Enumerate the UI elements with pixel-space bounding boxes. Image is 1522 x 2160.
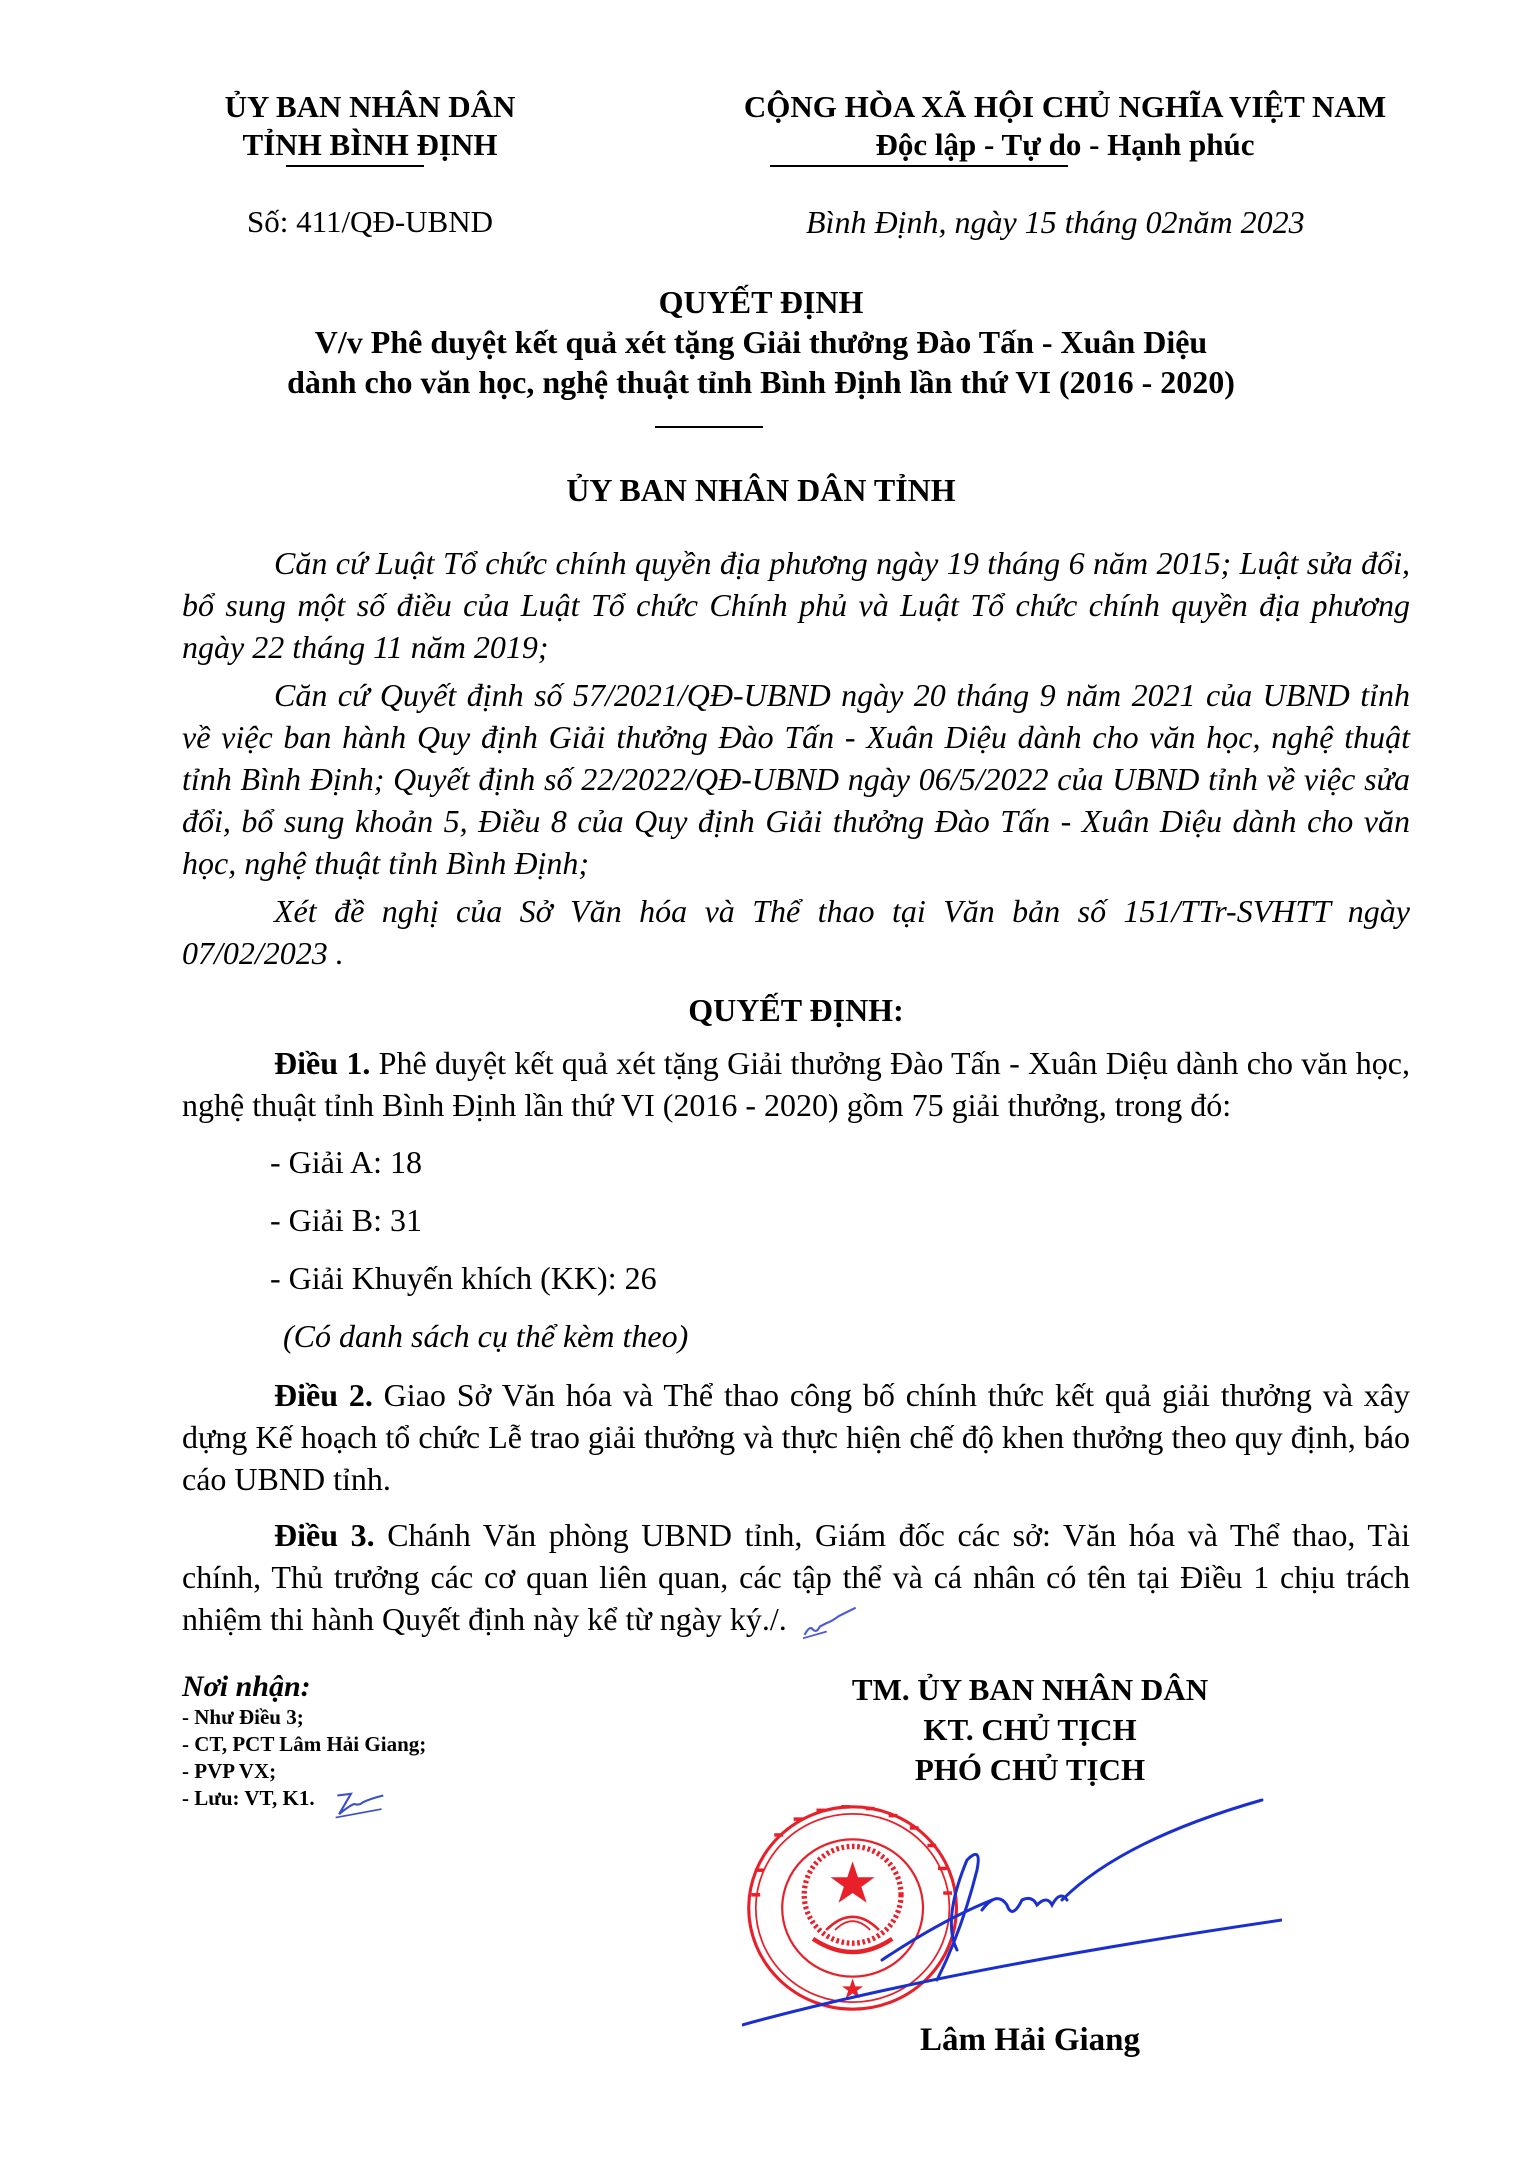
recipient-item: - PVP VX; [182, 1759, 277, 1783]
preamble-clause-2: Căn cứ Quyết định số 57/2021/QĐ-UBND ngày 20 tháng 9 năm 2021 của UBND tỉnh về việc ban hành Quy định Giải thưởng Đào Tấn - Xuân Diệu dành cho văn học, nghệ thuật tỉnh Bình Định; Quyết định số 22/2022/QĐ-UBND ngày 06/5/2022 của UBND tỉnh về việc sửa đổi, bổ sung khoản 5, Điều 8 của Quy định Giải thưởng Đào Tấn - Xuân Diệu dành cho văn học, nghệ thuật tỉnh Bình Định; [182, 677, 1410, 881]
initials-mark [801, 1606, 861, 1640]
national-motto: Độc lập - Tự do - Hạnh phúc [875, 127, 1255, 162]
award-a: - Giải A: 18 [270, 1144, 422, 1180]
signer-name: Lâm Hải Giang [919, 2022, 1141, 2058]
authority-heading: ỦY BAN NHÂN DÂN TỈNH [566, 472, 956, 508]
recipients-block [182, 1670, 426, 1812]
article-1 [182, 1042, 1410, 1126]
recipient-item: - Như Điều 3; [182, 1705, 304, 1729]
article-3 [182, 1514, 1410, 1640]
place-date: Bình Định, ngày 15 tháng 02năm 2023 [806, 204, 1305, 240]
document-number: Số: 411/QĐ-UBND [246, 204, 493, 239]
motto-underline [770, 165, 1068, 167]
title-subject-line-2: dành cho văn học, nghệ thuật tỉnh Bình Định lần thứ VI (2016 - 2020) [287, 364, 1235, 400]
signature-block [780, 1670, 1280, 1790]
signature-line-2: KT. CHỦ TỊCH [923, 1712, 1137, 1747]
recipient-item-text: - Lưu: VT, K1. [182, 1786, 315, 1810]
preamble-clause-3: Xét đề nghị của Sở Văn hóa và Thể thao tại Văn bản số 151/TTr-SVHTT ngày 07/02/2023 . [182, 893, 1410, 971]
authority-line-1: ỦY BAN NHÂN DÂN [224, 89, 516, 124]
article-1-label: Điều 1. [274, 1045, 371, 1081]
article-3-label: Điều 3. [274, 1517, 375, 1553]
document-title [150, 282, 1372, 402]
national-header [650, 88, 1480, 164]
issuing-authority [150, 88, 590, 164]
authority-line-2: TỈNH BÌNH ĐỊNH [242, 127, 498, 162]
national-title: CỘNG HÒA XÃ HỘI CHỦ NGHĨA VIỆT NAM [743, 89, 1387, 124]
article-3-text: Chánh Văn phòng UBND tỉnh, Giám đốc các sở: Văn hóa và Thể thao, Tài chính, Thủ trưởng các cơ quan liên quan, các tập thể và cá nhân có tên tại Điều 1 chịu trách nhiệm thi hành Quyết định này kể từ ngày ký./. [182, 1517, 1411, 1637]
document-footer [182, 1670, 1410, 2090]
handwritten-signature [742, 1790, 1282, 2030]
article-2 [182, 1374, 1410, 1500]
title-subject-line-1: V/v Phê duyệt kết quả xét tặng Giải thưởng Đào Tấn - Xuân Diệu [314, 324, 1208, 360]
article-2-text: Giao Sở Văn hóa và Thể thao công bố chính thức kết quả giải thưởng và xây dựng Kế hoạch tổ chức Lễ trao giải thưởng và thực hiện chế độ khen thưởng theo quy định, báo cáo UBND tỉnh. [182, 1377, 1411, 1497]
recipient-item: - CT, PCT Lâm Hải Giang; [182, 1732, 427, 1756]
decision-heading: QUYẾT ĐỊNH: [688, 992, 904, 1028]
document-body [182, 542, 1410, 2090]
award-kk: - Giải Khuyến khích (KK): 26 [270, 1260, 657, 1296]
recipient-initials [332, 1787, 392, 1821]
title-underline [655, 426, 763, 428]
authority-underline [286, 165, 424, 167]
award-b: - Giải B: 31 [270, 1202, 422, 1238]
article-1-text: Phê duyệt kết quả xét tặng Giải thưởng Đào Tấn - Xuân Diệu dành cho văn học, nghệ thuật tỉnh Bình Định lần thứ VI (2016 - 2020) gồm 75 giải thưởng, trong đó: [182, 1045, 1411, 1123]
title-main: QUYẾT ĐỊNH [658, 284, 864, 320]
article-2-label: Điều 2. [274, 1377, 373, 1413]
attachment-note: (Có danh sách cụ thể kèm theo) [283, 1318, 689, 1354]
preamble-clause-1: Căn cứ Luật Tổ chức chính quyền địa phương ngày 19 tháng 6 năm 2015; Luật sửa đổi, bổ sung một số điều của Luật Tổ chức Chính phủ và Luật Tổ chức chính quyền địa phương ngày 22 tháng 11 năm 2019; [182, 545, 1410, 665]
recipients-heading: Nơi nhận: [182, 1670, 311, 1703]
recipient-item [182, 1785, 426, 1812]
signature-line-1: TM. ỦY BAN NHÂN DÂN [851, 1672, 1209, 1707]
signature-line-3: PHÓ CHỦ TỊCH [914, 1752, 1146, 1787]
